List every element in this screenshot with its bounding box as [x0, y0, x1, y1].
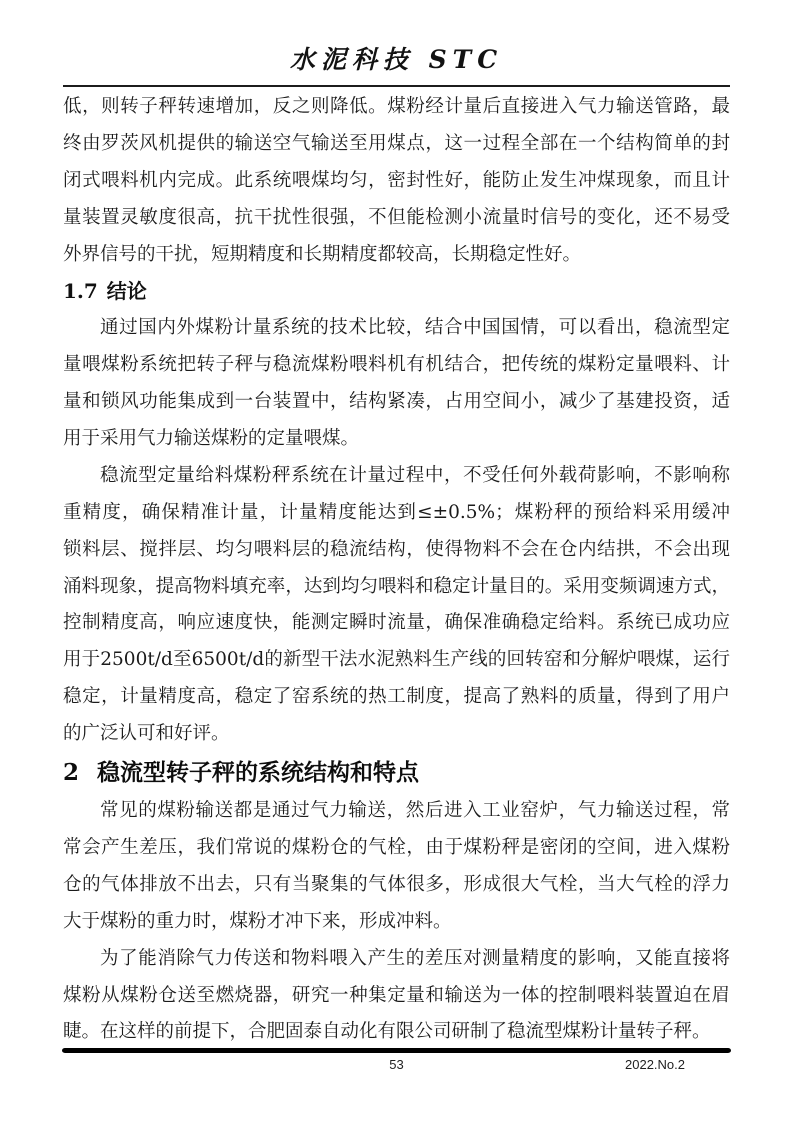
text-line: 量和锁风功能集成到一台装置中，结构紧凑，占用空间小，减少了基建投资，适 [63, 391, 730, 413]
paragraph-structure-1 [63, 793, 730, 941]
paragraph-structure-2 [63, 941, 730, 1052]
section-heading-1-7 [63, 273, 730, 310]
text-line: 通过国内外煤粉计量系统的技术比较，结合中国国情，可以看出，稳流型定 [100, 317, 730, 339]
section-number: 1.7 [63, 279, 98, 304]
text-line: 稳流型定量给料煤粉秤系统在计量过程中，不受任何外载荷影响，不影响称 [100, 464, 730, 486]
text-line: 控制精度高，响应速度快，能测定瞬时流量，确保准确稳定给料。系统已成功应 [63, 612, 730, 634]
text-line: 煤粉从煤粉仓送至燃烧器，研究一种集定量和输送为一体的控制喂料装置迫在眉 [63, 984, 730, 1006]
text-line: 常会产生差压，我们常说的煤粉仓的气栓，由于煤粉秤是密闭的空间，进入煤粉 [63, 836, 730, 858]
text-line: 外界信号的干扰，短期精度和长期精度都较高，长期稳定性好。 [63, 243, 582, 265]
paragraph-conclusion-1 [63, 310, 730, 458]
journal-title: 水泥科技 STC [289, 45, 504, 74]
text-line: 闭式喂料机内完成。此系统喂煤均匀，密封性好，能防止发生冲煤现象，而且计 [63, 169, 730, 191]
text-line: 量装置灵敏度很高，抗干扰性很强，不但能检测小流量时信号的变化，还不易受 [63, 206, 730, 228]
text-line: 稳定，计量精度高，稳定了窑系统的热工制度，提高了熟料的质量，得到了用户 [63, 686, 730, 708]
text-line: 涌料现象，提高物料填充率，达到均匀喂料和稳定计量目的。采用变频调速方式， [63, 575, 730, 597]
text-line: 量喂煤粉系统把转子秤与稳流煤粉喂料机有机结合，把传统的煤粉定量喂料、计 [63, 354, 730, 376]
section-title: 结论 [106, 279, 147, 304]
paragraph-continued [63, 89, 730, 273]
header-rule [63, 85, 730, 87]
article-body [63, 89, 730, 1051]
text-line: 常见的煤粉输送都是通过气力输送，然后进入工业窑炉，气力输送过程，常 [100, 800, 730, 822]
text-line: 终由罗茨风机提供的输送空气输送至用煤点，这一过程全部在一个结构简单的封 [63, 132, 730, 154]
text-line: 低，则转子秤转速增加，反之则降低。煤粉经计量后直接进入气力输送管路，最 [63, 96, 730, 117]
text-line: 锁料层、搅拌层、均匀喂料层的稳流结构，使得物料不会在仓内结拱，不会出现 [63, 538, 730, 560]
text-line: 用于采用气力输送煤粉的定量喂煤。 [63, 428, 360, 450]
text-line: 睫。在这样的前提下，合肥固泰自动化有限公司研制了稳流型煤粉计量转子秤。 [63, 1021, 711, 1043]
issue-number: 2022.No.2 [625, 1057, 685, 1072]
text-line: 的广泛认可和好评。 [63, 723, 230, 745]
text-line: 用于2500t/d至6500t/d的新型干法水泥熟料生产线的回转窑和分解炉喂煤，运行 [63, 649, 730, 671]
footer-rule [62, 1048, 731, 1053]
section-number: 2 [63, 759, 80, 787]
paragraph-conclusion-2 [63, 458, 730, 753]
text-line: 大于煤粉的重力时，煤粉才冲下来，形成冲料。 [63, 910, 452, 932]
text-line: 为了能消除气力传送和物料喂入产生的差压对测量精度的影响，又能直接将 [100, 947, 730, 969]
text-line: 重精度，确保精准计量，计量精度能达到≤±0.5%；煤粉秤的预给料采用缓冲 [63, 501, 730, 523]
section-title: 稳流型转子秤的系统结构和特点 [97, 759, 420, 787]
page-number: 53 [389, 1057, 404, 1072]
text-line: 仓的气体排放不出去，只有当聚集的气体很多，形成很大气栓，当大气栓的浮力 [63, 873, 730, 895]
section-heading-2 [63, 753, 730, 793]
